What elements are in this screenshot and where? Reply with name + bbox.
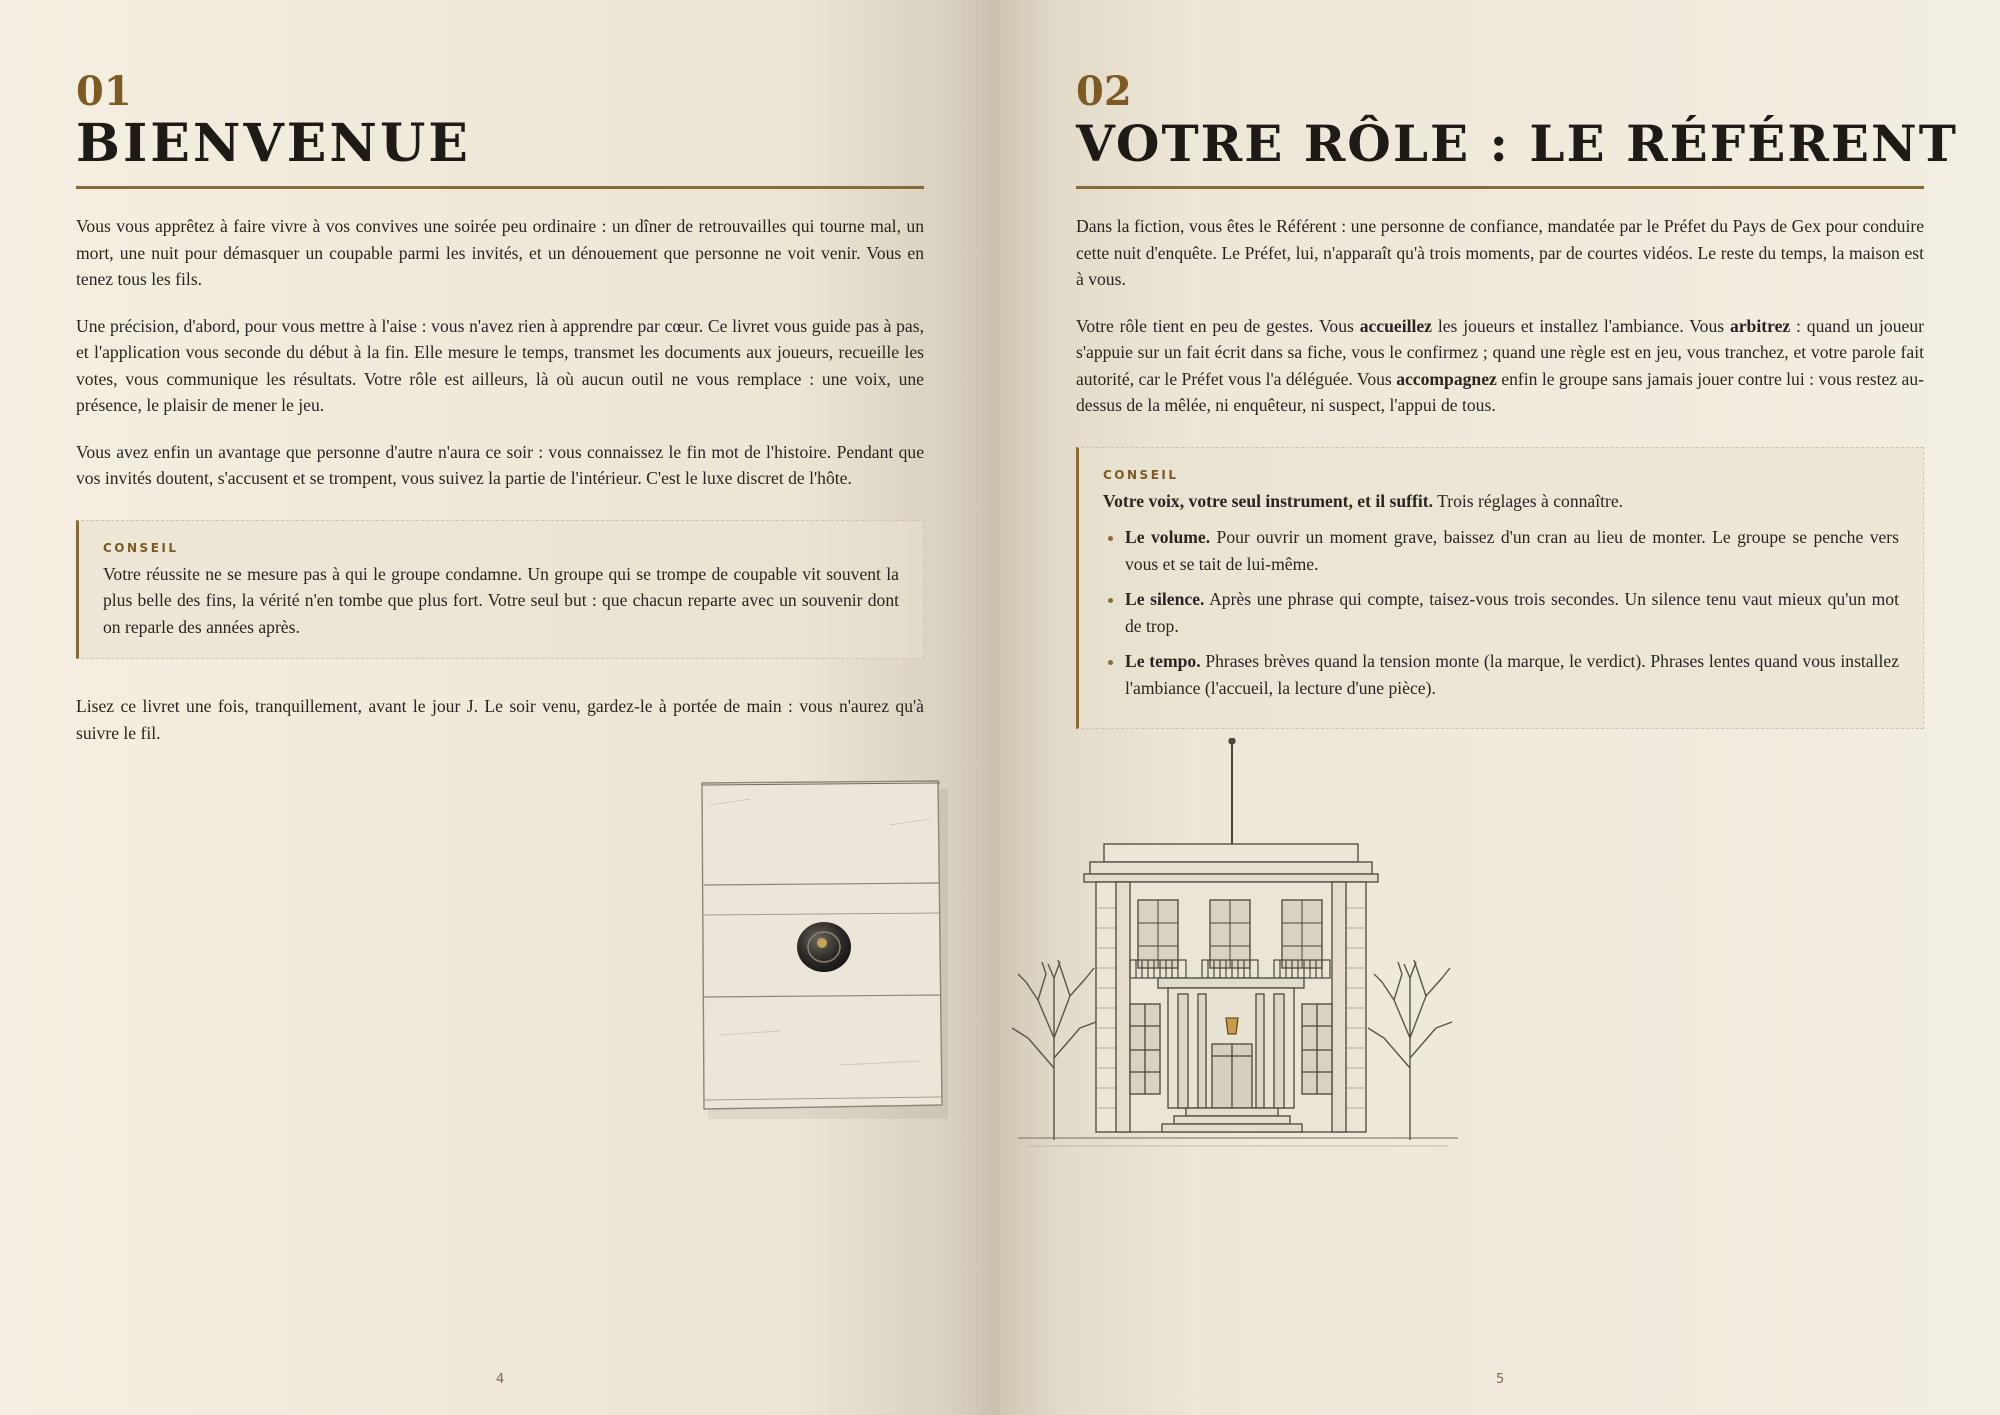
tip-label: CONSEIL: [103, 540, 179, 555]
section-number: 01: [76, 68, 132, 115]
page-right: [1000, 0, 2000, 1415]
tip-lead: Votre voix, votre seul instrument, et il suffit. Trois réglages à connaître.: [1103, 490, 1624, 511]
section-title: VOTRE RÔLE : LE RÉFÉRENT: [1076, 114, 1924, 189]
paragraph: Vous vous apprêtez à faire vivre à vos convives une soirée peu ordinaire : un dîner de retrouvailles qui tourne mal, un mort, une nuit pour démasquer un coupable parmi les invités, et un dénouement que personne ne voit venir. Vous en tenez tous les fils.: [76, 216, 924, 289]
list-item: • Le tempo. Phrases brèves quand la tension monte (la marque, le verdict). Phrases lentes quand vous installez l'ambiance (l'accueil, la lecture d'une pièce).: [1125, 648, 1899, 701]
sealed-envelope-icon: [690, 775, 960, 1120]
tip-box: [76, 520, 924, 660]
tip-box: [1076, 447, 1924, 730]
tip-list: [1103, 524, 1899, 701]
paragraph: Votre rôle tient en peu de gestes. Vous accueillez les joueurs et installez l'ambiance. Vous arbitrez : quand un joueur s'appuie sur un fait écrit dans sa fiche, vous le confirmez ; quand une règle est en jeu, vous tranchez, et votre parole fait autorité, car le Préfet vous l'a déléguée. Vous accompagnez enfin le groupe sans jamais jouer contre lui : vous restez au-dessus de la mêlée, ni enquêteur, ni suspect, l'appui de tous.: [1076, 315, 1924, 415]
paragraph: Une précision, d'abord, pour vous mettre à l'aise : vous n'avez rien à apprendre par cœur. Ce livret vous guide pas à pas, et l'application vous seconde du début à la fin. Elle mesure le temps, transmet les documents aux joueurs, recueille les votes, vous communique les résultats. Votre rôle est ailleurs, là où aucun outil ne vous remplace : une voix, une présence, le plaisir de mener le jeu.: [76, 315, 924, 415]
list-item: • Le volume. Pour ouvrir un moment grave, baissez d'un cran au lieu de monter. Le groupe se penche vers vous et se tait de lui-même.: [1125, 524, 1899, 577]
prefecture-building-icon: [1008, 738, 1468, 1178]
page-number: 5: [1496, 1372, 1505, 1387]
closing-paragraph: Lisez ce livret une fois, tranquillement, avant le jour J. Le soir venu, gardez-le à portée de main : vous n'aurez qu'à suivre le fil.: [76, 696, 924, 743]
paragraph: Vous avez enfin un avantage que personne d'autre n'aura ce soir : vous connaissez le fin mot de l'histoire. Pendant que vos invités doutent, s'accusent et se trompent, vous suivez la partie de l'intérieur. C'est le luxe discret de l'hôte.: [76, 441, 924, 488]
paragraph: Dans la fiction, vous êtes le Référent : une personne de confiance, mandatée par le Préfet du Pays de Gex pour conduire cette nuit d'enquête. Le Préfet, lui, n'apparaît qu'à trois moments, par de courtes vidéos. Le reste du temps, la maison est à vous.: [1076, 216, 1924, 289]
page-number: 4: [496, 1372, 505, 1387]
section-title: BIENVENUE: [76, 114, 924, 189]
tip-text: Votre réussite ne se mesure pas à qui le groupe condamne. Un groupe qui se trompe de coupable vit souvent la plus belle des fins, la vérité n'en tombe que plus fort. Votre seul but : que chacun reparte avec un souvenir dont on reparle des années après.: [103, 563, 899, 637]
section-number: 02: [1076, 68, 1132, 115]
tip-label: CONSEIL: [1103, 467, 1179, 482]
list-item: • Le silence. Après une phrase qui compte, taisez-vous trois secondes. Un silence tenu vaut mieux qu'un mot de trop.: [1125, 586, 1899, 639]
